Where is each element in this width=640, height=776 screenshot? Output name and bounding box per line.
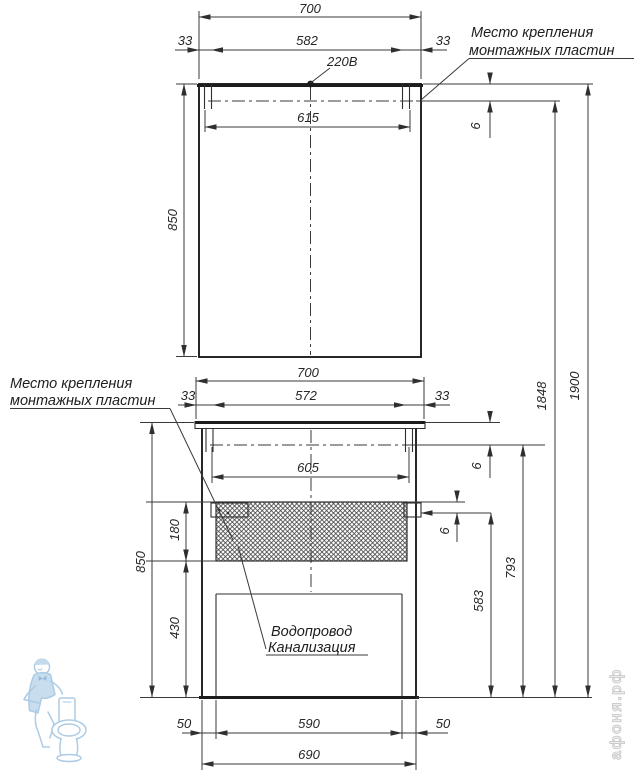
dim-overall-plate-to-floor (534, 101, 555, 697)
dim-mirror-plate-offsets (175, 33, 451, 50)
callout-leader-line (421, 59, 469, 101)
svg-text:монтажных пластин: монтажных пластин (10, 393, 156, 409)
dim-cabinet-hole-span (212, 447, 409, 483)
svg-text:583: 583 (471, 590, 486, 612)
dim-cabinet-plate-inset (425, 414, 500, 478)
dim-mirror-left-offset: 33 (177, 33, 193, 48)
svg-text:6: 6 (469, 462, 484, 470)
dim-cabinet-lower-height (167, 561, 186, 697)
dim-cabinet-height (133, 423, 194, 698)
dim-base-width (202, 747, 416, 764)
dim-mirror-right-offset: 33 (435, 33, 451, 48)
svg-text:850: 850 (165, 209, 180, 231)
cabinet-mounting-plate-marks (206, 429, 545, 452)
dim-hatch-inset (437, 492, 457, 542)
plumber-watermark-logo (24, 658, 86, 761)
svg-text:430: 430 (167, 617, 182, 639)
svg-text:180: 180 (167, 519, 182, 541)
svg-text:6: 6 (437, 527, 452, 535)
svg-text:700: 700 (299, 1, 321, 16)
dim-top-to-floor (503, 445, 523, 697)
dim-mirror-plate-inset (416, 75, 593, 138)
dim-cabinet-right-offset: 33 (434, 388, 450, 403)
svg-text:6: 6 (468, 122, 483, 130)
svg-text:Водопровод: Водопровод (271, 624, 353, 640)
utilities-callout (238, 546, 368, 656)
svg-text:690: 690 (298, 747, 320, 762)
site-watermark: афоня.рф (608, 668, 625, 760)
dim-right-leg: 50 (435, 716, 451, 731)
svg-text:монтажных пластин: монтажных пластин (469, 43, 615, 59)
svg-text:615: 615 (297, 110, 319, 125)
dim-plate-to-floor (471, 513, 491, 697)
dim-leg-span: 590 (298, 716, 320, 731)
mirror-mounting-plate-marks (205, 84, 415, 109)
dim-cabinet-left-offset: 33 (180, 388, 196, 403)
power-outlet-marker (307, 54, 358, 87)
mounting-plate-callout-top (421, 25, 634, 100)
vanity-countertop (195, 421, 425, 429)
svg-text:605: 605 (297, 460, 319, 475)
power-outlet-label: 220В (327, 54, 358, 69)
svg-text:1848: 1848 (534, 381, 549, 411)
dim-mirror-plate-span: 582 (296, 33, 318, 48)
svg-text:Место крепления: Место крепления (471, 25, 594, 41)
svg-text:Канализация: Канализация (268, 640, 356, 656)
svg-text:700: 700 (297, 365, 319, 380)
dim-left-leg: 50 (176, 716, 192, 731)
dim-mirror-hole-span (205, 110, 410, 132)
dim-cabinet-plate-span: 572 (295, 388, 317, 403)
dim-mirror-height (165, 84, 197, 357)
mounting-plate-callout-left (10, 376, 233, 540)
dim-cabinet-plate-offsets (178, 388, 450, 405)
dim-hatch-height (146, 502, 216, 561)
svg-text:Место крепления: Место крепления (10, 376, 133, 392)
svg-text:850: 850 (133, 551, 148, 573)
svg-text:1900: 1900 (567, 371, 582, 401)
svg-text:793: 793 (503, 557, 518, 579)
dim-overall-total-height (567, 84, 588, 697)
